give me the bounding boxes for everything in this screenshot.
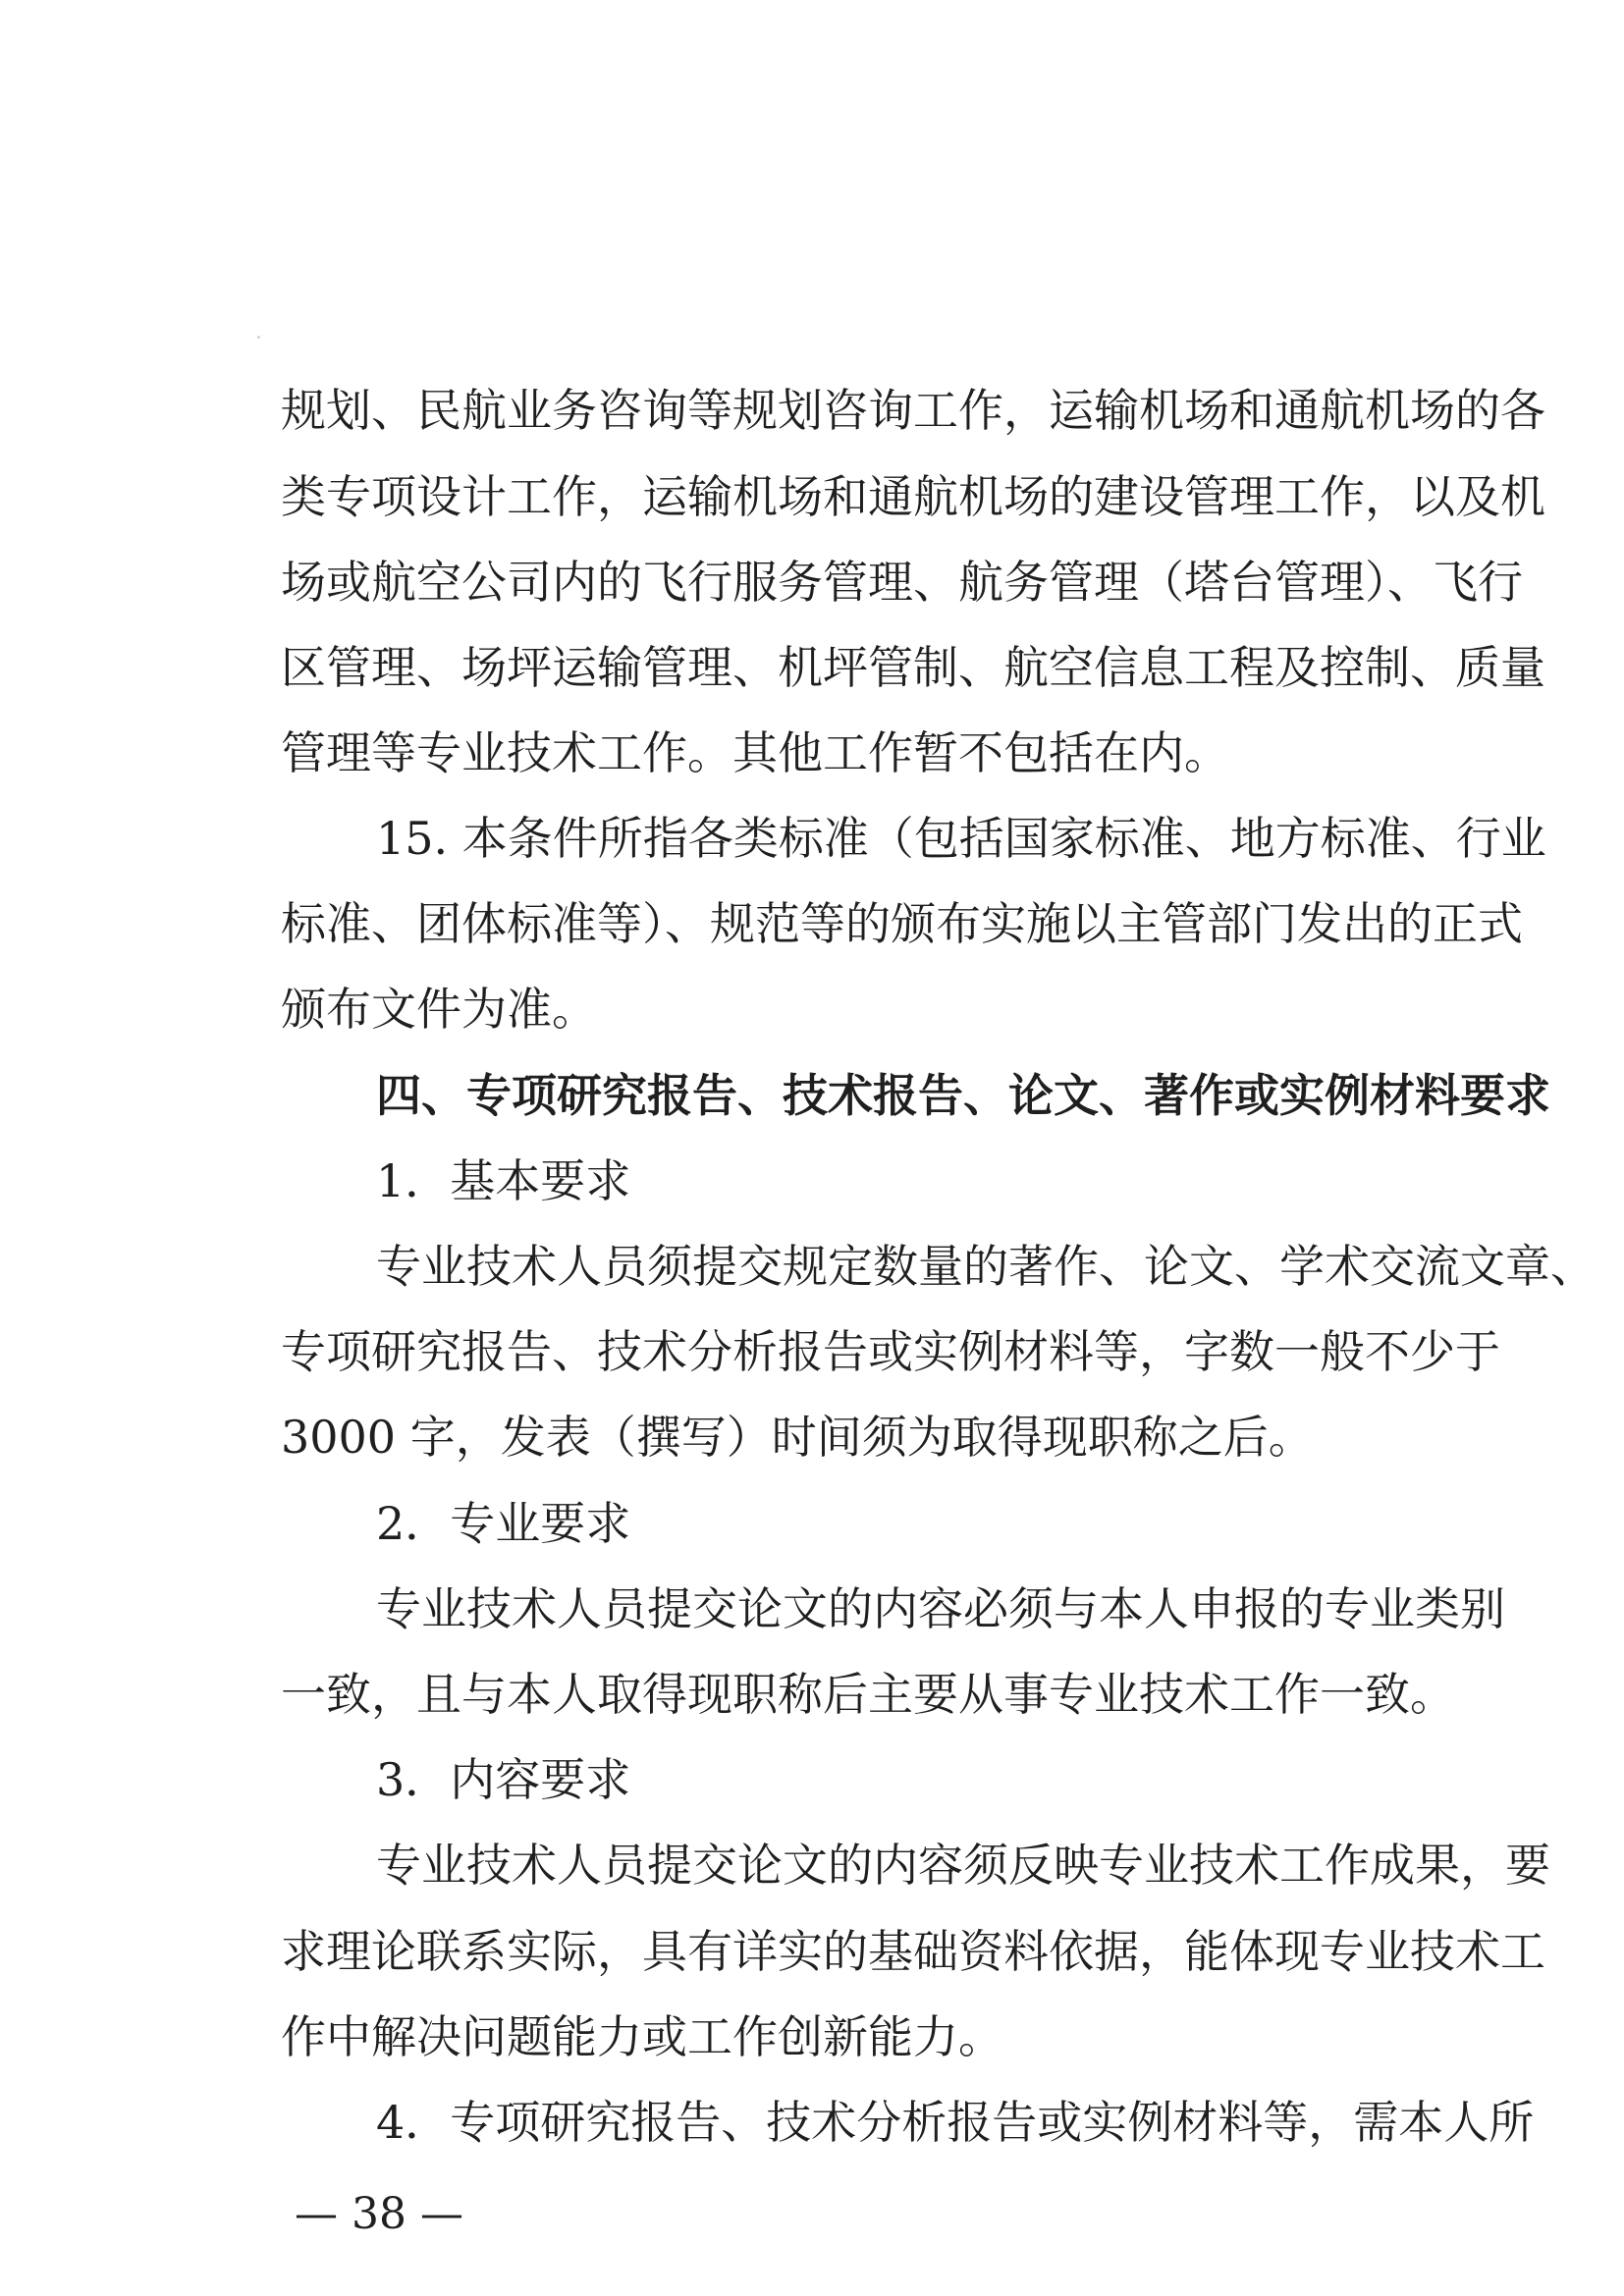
body-line: 3000 字，发表（撰写）时间须为取得现职称之后。 [281, 1411, 1314, 1464]
section-heading: 四、专项研究报告、技术报告、论文、著作或实例材料要求 [376, 1069, 1550, 1122]
body-line: 类专项设计工作，运输机场和通航机场的建设管理工作，以及机 [281, 470, 1545, 523]
body-line: 一致，且与本人取得现职称后主要从事专业技术工作一致。 [281, 1668, 1455, 1721]
body-line: 规划、民航业务咨询等规划咨询工作，运输机场和通航机场的各 [281, 384, 1545, 437]
body-line: 标准、团体标准等）、规范等的颁布实施以主管部门发出的正式 [281, 897, 1523, 950]
item-15-line: 15. 本条件所指各类标准（包括国家标准、地方标准、行业 [376, 812, 1546, 865]
subheading-content-requirements: 3．内容要求 [376, 1753, 631, 1806]
subheading-professional-requirements: 2．专业要求 [376, 1497, 631, 1550]
page-number: — 38 — [295, 2189, 463, 2239]
subheading-basic-requirements: 1．基本要求 [376, 1154, 631, 1207]
body-line: 作中解决问题能力或工作创新能力。 [281, 2010, 1003, 2063]
scan-speck [257, 336, 260, 339]
item-4-line: 4．专项研究报告、技术分析报告或实例材料等，需本人所 [376, 2096, 1535, 2149]
body-line: 求理论联系实际，具有详实的基础资料依据，能体现专业技术工 [281, 1925, 1545, 1978]
body-line: 专业技术人员提交论文的内容必须与本人申报的专业类别 [376, 1582, 1505, 1635]
body-line: 专项研究报告、技术分析报告或实例材料等，字数一般不少于 [281, 1325, 1500, 1378]
body-line: 区管理、场坪运输管理、机坪管制、航空信息工程及控制、质量 [281, 641, 1545, 694]
body-line: 颁布文件为准。 [281, 983, 597, 1036]
body-line: 场或航空公司内的飞行服务管理、航务管理（塔台管理）、飞行 [281, 556, 1523, 609]
body-line: 专业技术人员须提交规定数量的著作、论文、学术交流文章、 [376, 1240, 1596, 1293]
body-line: 管理等专业技术工作。其他工作暂不包括在内。 [281, 726, 1229, 779]
body-line: 专业技术人员提交论文的内容须反映专业技术工作成果，要 [376, 1839, 1550, 1892]
